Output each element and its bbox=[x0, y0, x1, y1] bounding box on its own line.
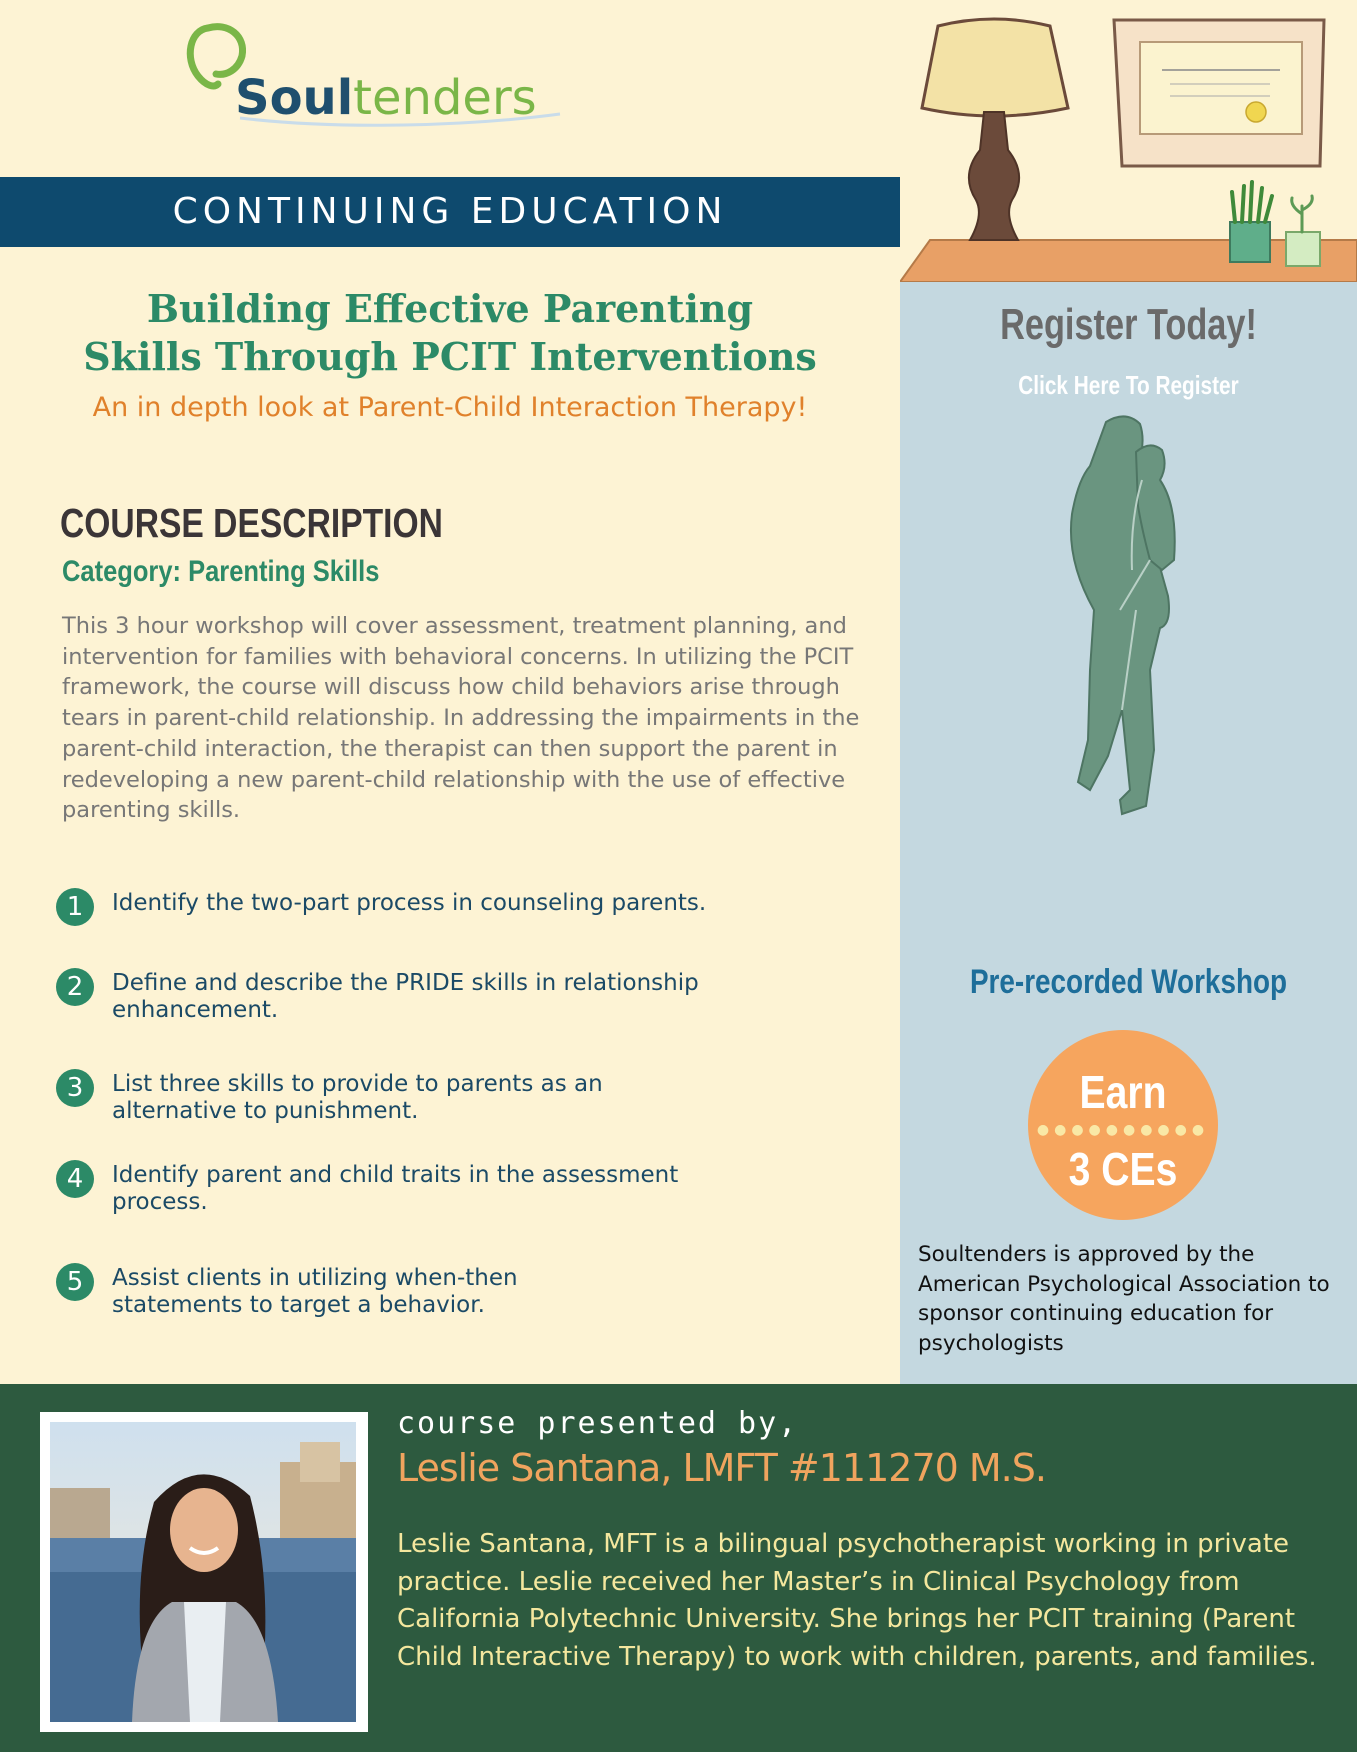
course-title-line-2: Skills Through PCIT Interventions bbox=[83, 334, 817, 379]
logo-tenders-text: tenders bbox=[353, 70, 537, 126]
objective-text: Identify parent and child traits in the assessment process. bbox=[112, 1162, 679, 1215]
course-title bbox=[40, 285, 860, 381]
objective-text: Assist clients in utilizing when-then statements to target a behavior. bbox=[112, 1265, 518, 1318]
office-illustration bbox=[900, 0, 1357, 282]
mother-holding-child-icon bbox=[1050, 410, 1200, 820]
soultenders-logo[interactable] bbox=[180, 18, 620, 138]
presenter-section bbox=[0, 1384, 1357, 1752]
objective-text: Identify the two-part process in counseling parents. bbox=[112, 890, 707, 916]
number-2-icon: 2 bbox=[56, 968, 94, 1006]
number-3-icon: 3 bbox=[56, 1069, 94, 1107]
ce-credits-badge bbox=[1028, 1030, 1218, 1220]
course-subtitle: An in depth look at Parent-Child Interaction Therapy! bbox=[92, 392, 808, 423]
apa-approval-statement: Soultenders is approved by the American Psychological Association to sponsor continuing education for psychologists bbox=[918, 1242, 1330, 1356]
course-category: Category: Parenting Skills bbox=[62, 555, 380, 588]
course-description-heading: COURSE DESCRIPTION bbox=[60, 500, 443, 546]
presenter-name: Leslie Santana, LMFT #111270 M.S. bbox=[397, 1446, 1046, 1490]
logo-soul-text: Soul bbox=[235, 70, 354, 126]
presenter-portrait-icon bbox=[50, 1422, 356, 1722]
number-5-icon: 5 bbox=[56, 1263, 94, 1301]
course-title-line-1: Building Effective Parenting bbox=[146, 286, 754, 331]
objective-text: Define and describe the PRIDE skills in relationship enhancement. bbox=[112, 970, 699, 1023]
presenter-photo bbox=[50, 1422, 356, 1722]
badge-ce-count: 3 CEs bbox=[1068, 1143, 1178, 1195]
continuing-education-banner: CONTINUING EDUCATION bbox=[0, 177, 900, 247]
register-heading: Register Today! bbox=[1000, 300, 1257, 349]
objective-text: List three skills to provide to parents as an alternative to punishment. bbox=[112, 1071, 603, 1124]
badge-earn-label: Earn bbox=[1079, 1066, 1167, 1118]
logo-wordmark bbox=[235, 70, 537, 126]
register-link[interactable]: Click Here To Register bbox=[1018, 370, 1239, 400]
lamp-diploma-plants-icon bbox=[900, 0, 1357, 282]
sidebar bbox=[900, 0, 1357, 1384]
parent-child-silhouette bbox=[1050, 410, 1200, 820]
workshop-format: Pre-recorded Workshop bbox=[969, 963, 1288, 1001]
number-1-icon: 1 bbox=[56, 888, 94, 926]
badge-dotted-divider: ●●●●●●●●●● bbox=[1036, 1122, 1210, 1138]
presented-by-label: course presented by, bbox=[397, 1406, 799, 1441]
course-description-body: This 3 hour workshop will cover assessment, treatment planning, and intervention for families with behavioral concerns. In utilizing the PCIT framework, the course will discuss how child behaviors arise through tears in parent-child relationship. In addressing the impairments in the parent-child interaction, the therapist can then support the parent in redeveloping a new parent-child relationship with the use of effective parenting skills. bbox=[62, 613, 860, 824]
presenter-bio: Leslie Santana, MFT is a bilingual psychotherapist working in private practice. Leslie received her Master’s in Clinical Psychology from California Polytechnic University. She brings her PCIT training (Parent Child Interactive Therapy) to work with children, parents, and families. bbox=[397, 1529, 1317, 1672]
number-4-icon: 4 bbox=[56, 1160, 94, 1198]
